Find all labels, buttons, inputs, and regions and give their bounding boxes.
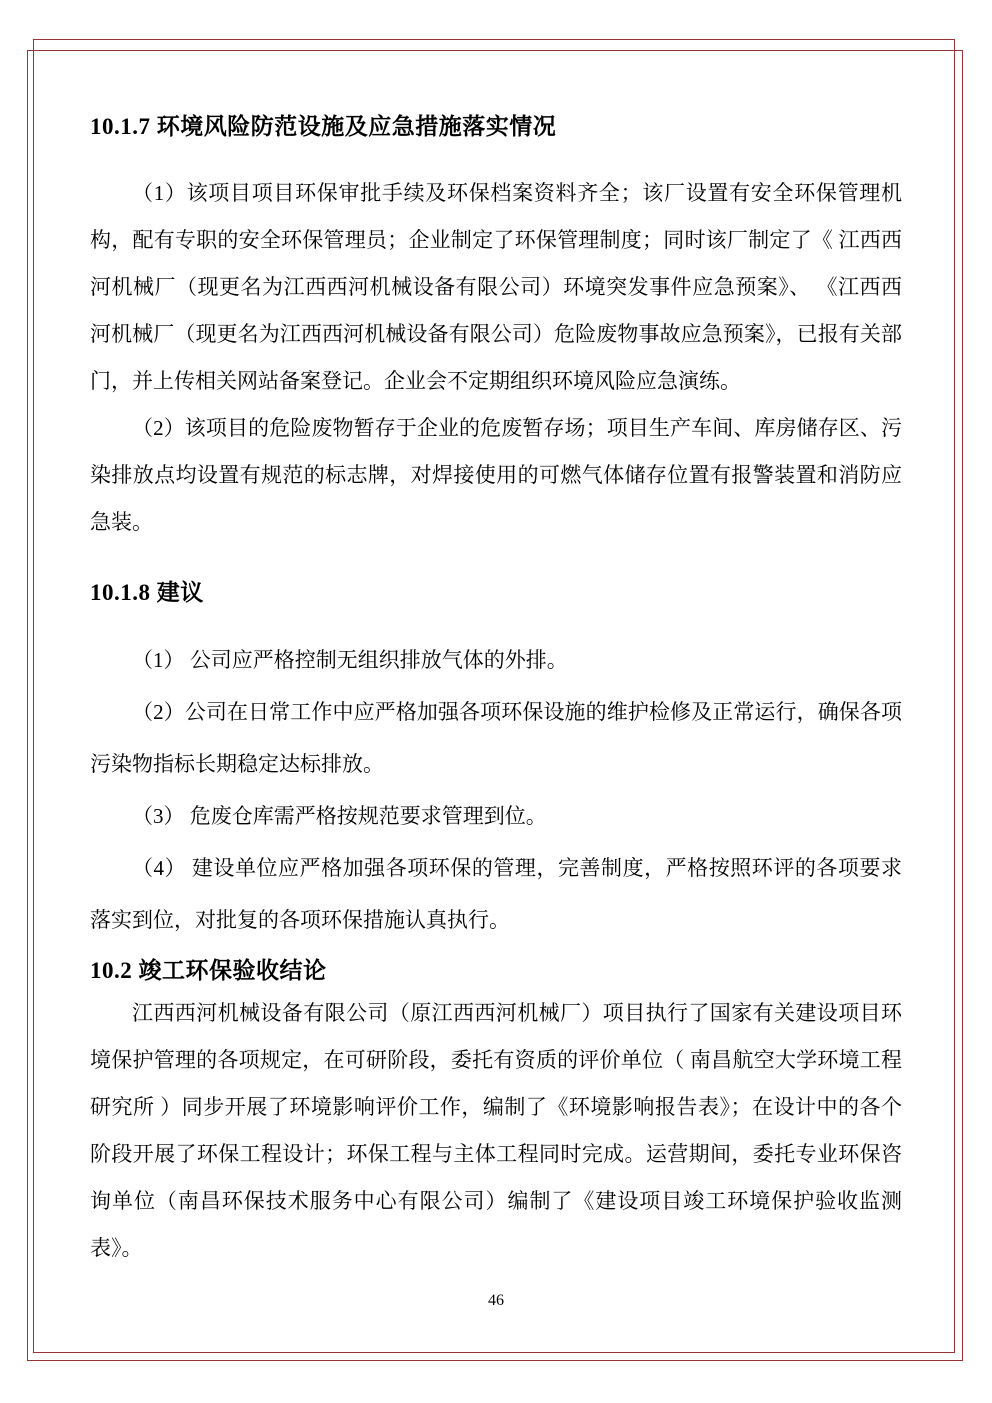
paragraph-risk-measures-2: （2）该项目的危险废物暂存于企业的危废暂存场；项目生产车间、库房储存区、污染排放点均设置有规范的标志牌，对焊接使用的可燃气体储存位置有报警装置和消防应急装。 [90, 416, 902, 534]
page-content [90, 112, 902, 1272]
section-heading-10-1-8: 10.1.8 建议 [90, 580, 204, 605]
page-number: 46 [488, 1292, 504, 1309]
paragraph-suggestion-2: （2）公司在日常工作中应严格加强各项环保设施的维护检修及正常运行，确保各项污染物指标长期稳定达标排放。 [90, 700, 902, 776]
section-heading-10-2: 10.2 竣工环保验收结论 [90, 958, 327, 983]
paragraph-suggestion-1: （1） 公司应严格控制无组织排放气体的外排。 [132, 648, 568, 672]
paragraph-suggestion-4: （4） 建设单位应严格加强各项环保的管理，完善制度，严格按照环评的各项要求落实到位，对批复的各项环保措施认真执行。 [90, 856, 902, 932]
paragraph-acceptance-conclusion: 江西西河机械设备有限公司（原江西西河机械厂）项目执行了国家有关建设项目环境保护管理的各项规定，在可研阶段，委托有资质的评价单位（ 南昌航空大学环境工程研究所 ）同步开展了环境影响评价工作，编制了《环境影响报告表》；在设计中的各个阶段开展了环保工程设计；环保工程与主体工程同时完成。运营期间，委托专业环保咨询单位（南昌环保技术服务中心有限公司）编制了《建设项目竣工环境保护验收监测表》。 [90, 1001, 902, 1260]
paragraph-suggestion-3: （3） 危废仓库需严格按规范要求管理到位。 [132, 804, 547, 828]
section-heading-10-1-7: 10.1.7 环境风险防范设施及应急措施落实情况 [90, 114, 557, 139]
paragraph-risk-measures-1: （1）该项目项目环保审批手续及环保档案资料齐全；该厂设置有安全环保管理机构，配有专职的安全环保管理员；企业制定了环保管理制度；同时该厂制定了《 江西西河机械厂（现更名为江西西河机械设备有限公司）环境突发事件应急预案》、 《江西西河机械厂（现更名为江西西河机械设备有限公司）危险废物事故应急预案》，已报有关部门，并上传相关网站备案登记。企业会不定期组织环境风险应急演练。 [90, 181, 902, 393]
